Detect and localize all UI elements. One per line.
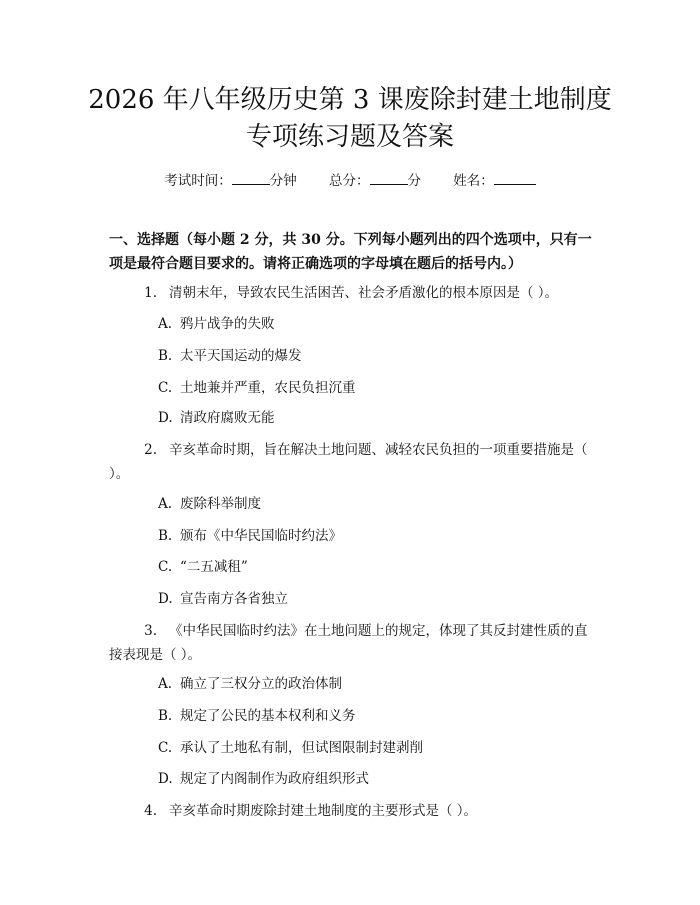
option-text: 宣告南方各省独立 <box>180 591 288 607</box>
exam-time-label: 考试时间： <box>164 173 232 189</box>
option-text: “二五减租” <box>180 559 248 575</box>
option-letter: A. <box>158 676 173 692</box>
section-heading: 一、选择题（每小题 2 分，共 30 分。下列每小题列出的四个选项中，只有一项是最符合题目要求的。请将正确选项的字母填在题后的括号内。） <box>109 232 592 272</box>
question-text: 辛亥革命时期废除封建土地制度的主要形式是（ ）。 <box>169 803 478 819</box>
question-number: 2. <box>144 442 157 458</box>
option-letter: C. <box>158 559 173 575</box>
option-letter: D. <box>158 591 173 607</box>
question-number: 4. <box>144 803 157 819</box>
option-text: 土地兼并严重，农民负担沉重 <box>180 380 356 396</box>
exam-time-unit: 分钟 <box>269 173 297 189</box>
option-text: 鸦片战争的失败 <box>180 316 275 332</box>
option-text: 规定了内阁制作为政府组织形式 <box>180 771 369 787</box>
exam-time-blank <box>232 172 270 185</box>
question-1 <box>109 281 596 305</box>
student-name-field <box>453 169 536 189</box>
question-number: 3. <box>144 623 157 639</box>
question-3-option-a <box>158 672 342 696</box>
total-score-unit: 分 <box>407 173 421 189</box>
option-letter: C. <box>158 740 173 756</box>
option-text: 规定了公民的基本权利和义务 <box>180 708 356 724</box>
exam-time-field <box>164 169 297 189</box>
option-letter: D. <box>158 410 173 426</box>
question-1-option-d <box>158 406 275 430</box>
option-text: 清政府腐败无能 <box>180 410 275 426</box>
question-text: 清朝末年，导致农民生活困苦、社会矛盾激化的根本原因是（ ）。 <box>169 285 559 301</box>
question-2-option-a <box>158 492 261 516</box>
option-text: 承认了土地私有制，但试图限制封建剥削 <box>180 740 423 756</box>
document-title-line2: 专项练习题及答案 <box>245 122 454 152</box>
total-score-blank <box>370 172 408 185</box>
student-name-label: 姓名： <box>453 173 494 189</box>
question-2-option-d <box>158 587 288 611</box>
total-score-label: 总分： <box>329 173 370 189</box>
question-2-option-c <box>158 555 248 579</box>
question-3-option-b <box>158 704 356 728</box>
option-letter: C. <box>158 380 173 396</box>
option-text: 废除科举制度 <box>180 496 261 512</box>
question-number: 1. <box>144 285 157 301</box>
question-2-option-b <box>158 524 342 548</box>
option-letter: B. <box>158 348 173 364</box>
option-letter: B. <box>158 528 173 544</box>
total-score-field <box>329 169 421 189</box>
question-3-option-d <box>158 767 369 791</box>
exam-info-bar <box>0 169 700 189</box>
question-2 <box>109 438 596 486</box>
option-letter: A. <box>158 316 173 332</box>
question-1-option-c <box>158 376 356 400</box>
option-text: 确立了三权分立的政治体制 <box>180 676 342 692</box>
question-3-option-c <box>158 736 423 760</box>
option-text: 太平天国运动的爆发 <box>180 348 302 364</box>
option-text: 颁布《中华民国临时约法》 <box>180 528 342 544</box>
option-letter: D. <box>158 771 173 787</box>
question-4 <box>109 799 596 823</box>
question-1-option-b <box>158 344 302 368</box>
question-1-option-a <box>158 312 275 336</box>
question-text: 《中华民国临时约法》在土地问题上的规定，体现了其反封建性质的直接表现是（ ）。 <box>109 623 588 663</box>
document-title-line1: 2026 年八年级历史第 3 课废除封建土地制度 <box>88 85 612 115</box>
option-letter: B. <box>158 708 173 724</box>
question-3 <box>109 619 596 667</box>
question-text: 辛亥革命时期，旨在解决土地问题、减轻农民负担的一项重要措施是（ ）。 <box>109 442 588 482</box>
student-name-blank <box>494 172 536 185</box>
option-letter: A. <box>158 496 173 512</box>
